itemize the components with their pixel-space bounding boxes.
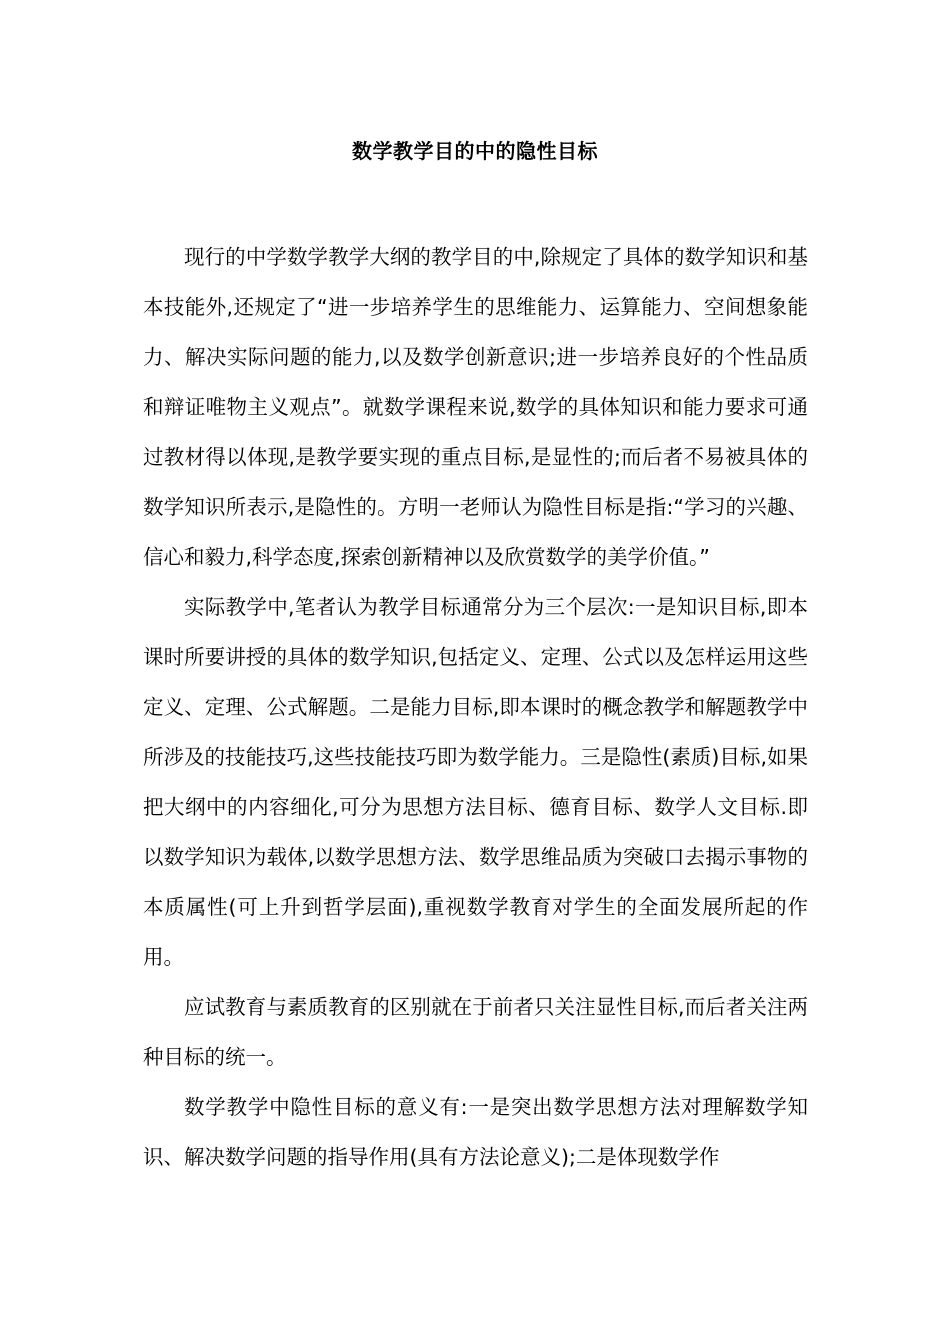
paragraph: 应试教育与素质教育的区别就在于前者只关注显性目标,而后者关注两种目标的统一。 bbox=[143, 995, 808, 1069]
document-body bbox=[143, 232, 808, 1182]
paragraph: 数学教学中隐性目标的意义有:一是突出数学思想方法对理解数学知识、解决数学问题的指导作用(具有方法论意义);二是体现数学作 bbox=[143, 1095, 808, 1169]
paragraph: 现行的中学数学教学大纲的教学目的中,除规定了具体的数学知识和基本技能外,还规定了“进一步培养学生的思维能力、运算能力、空间想象能力、解决实际问题的能力,以及数学创新意识;进一步培养良好的个性品质和辩证唯物主义观点”。就数学课程来说,数学的具体知识和能力要求可通过教材得以体现,是教学要实现的重点目标,是显性的;而后者不易被具体的数学知识所表示,是隐性的。方明一老师认为隐性目标是指:“学习的兴趣、信心和毅力,科学态度,探索创新精神以及欣赏数学的美学价值。” bbox=[143, 245, 808, 569]
paragraph: 实际教学中,笔者认为教学目标通常分为三个层次:一是知识目标,即本课时所要讲授的具体的数学知识,包括定义、定理、公式以及怎样运用这些定义、定理、公式解题。二是能力目标,即本课时的概念教学和解题教学中所涉及的技能技巧,这些技能技巧即为数学能力。三是隐性(素质)目标,如果把大纲中的内容细化,可分为思想方法目标、德育目标、数学人文目标.即以数学知识为载体,以数学思想方法、数学思维品质为突破口去揭示事物的本质属性(可上升到哲学层面),重视数学教育对学生的全面发展所起的作用。 bbox=[143, 595, 808, 969]
document-title: 数学教学目的中的隐性目标 bbox=[352, 139, 598, 163]
